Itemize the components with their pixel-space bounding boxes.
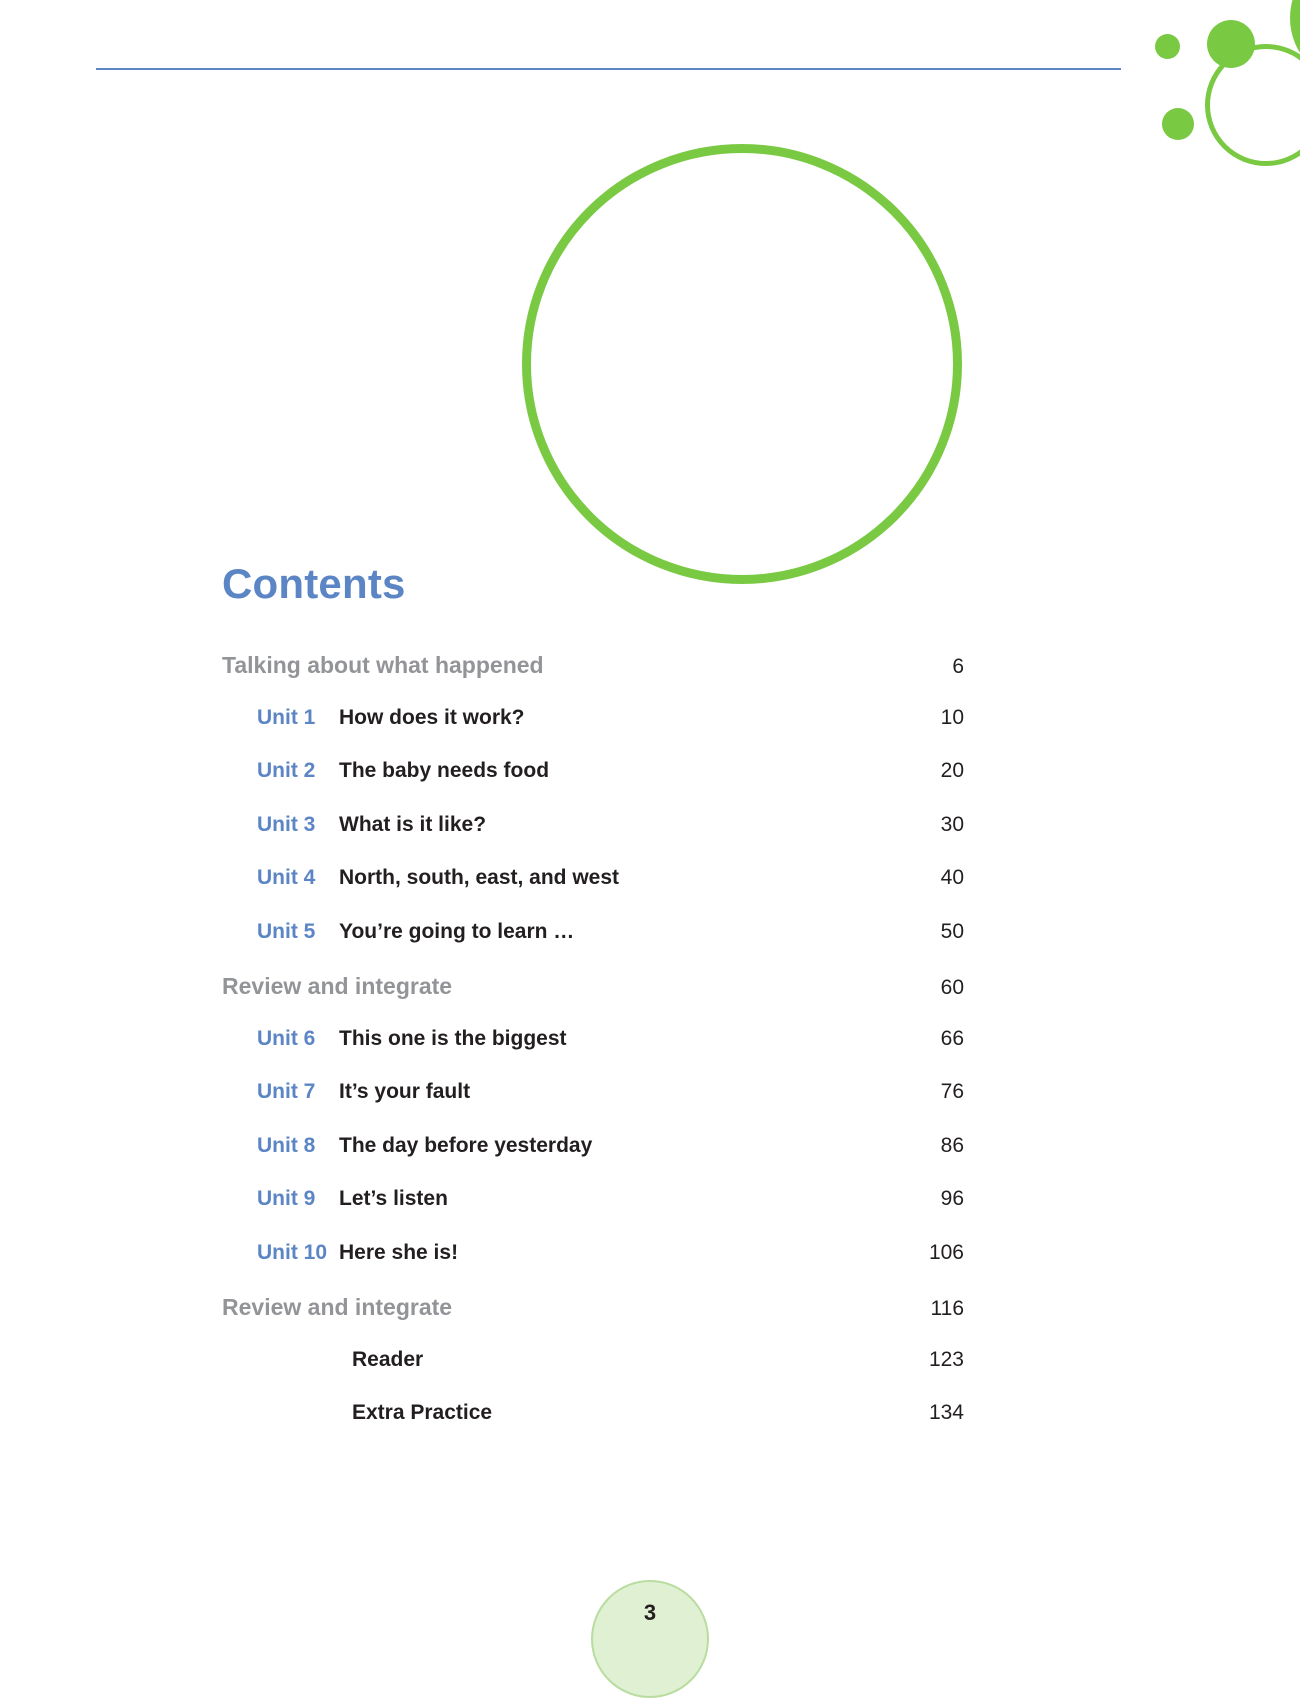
toc-section-row <box>222 652 964 706</box>
toc-unit-row[interactable] <box>222 813 964 867</box>
toc-unit-row[interactable] <box>222 1027 964 1081</box>
toc-unit-title: The baby needs food <box>339 759 550 782</box>
toc-unit-title: Here she is! <box>339 1240 459 1264</box>
toc-unit-title: It’s your fault <box>339 1080 471 1103</box>
toc-unit-number: Unit 1 <box>257 705 316 729</box>
toc-unit-row[interactable] <box>222 1241 964 1295</box>
toc-unit-number: Unit 3 <box>257 812 316 836</box>
toc-page-number: 6 <box>952 655 964 678</box>
toc-page-number: 86 <box>940 1133 964 1157</box>
toc-unit-title: You’re going to learn … <box>339 919 575 943</box>
toc-unit-row[interactable] <box>222 706 964 760</box>
decorative-bubbles <box>970 0 1300 180</box>
page-number: 3 <box>643 1600 657 1625</box>
bubble-icon <box>1162 108 1194 140</box>
toc-page-number: 50 <box>940 919 964 943</box>
toc-unit-title: The day before yesterday <box>339 1133 593 1157</box>
table-of-contents <box>222 652 964 1455</box>
toc-unit-title: Let’s listen <box>339 1187 448 1210</box>
toc-section-row <box>222 1294 964 1348</box>
toc-page-number: 20 <box>940 759 964 782</box>
toc-unit-row[interactable] <box>222 920 964 974</box>
page-title: Contents <box>222 560 406 607</box>
character-portrait <box>522 144 962 584</box>
toc-unit-number: Unit 4 <box>257 866 316 889</box>
toc-entry-label: Extra Practice <box>352 1401 493 1424</box>
toc-page-number: 30 <box>940 812 964 836</box>
toc-unit-row[interactable] <box>222 1187 964 1241</box>
bubble-icon <box>1155 34 1180 59</box>
toc-page-number: 106 <box>928 1240 964 1264</box>
toc-unit-number: Unit 5 <box>257 919 316 943</box>
toc-unit-number: Unit 7 <box>257 1080 316 1103</box>
toc-section-label: Review and integrate <box>222 1294 453 1320</box>
toc-page-number: 123 <box>928 1347 964 1371</box>
toc-page-number: 60 <box>940 976 964 999</box>
toc-unit-title: How does it work? <box>339 705 525 729</box>
toc-entry-row[interactable] <box>222 1348 964 1402</box>
toc-unit-number: Unit 2 <box>257 759 316 782</box>
toc-page-number: 10 <box>940 705 964 729</box>
toc-unit-row[interactable] <box>222 866 964 920</box>
toc-page-number: 96 <box>940 1187 964 1210</box>
toc-entry-label: Reader <box>352 1347 424 1371</box>
toc-unit-row[interactable] <box>222 759 964 813</box>
toc-section-row <box>222 973 964 1027</box>
toc-unit-title: What is it like? <box>339 812 487 836</box>
toc-unit-number: Unit 6 <box>257 1026 316 1050</box>
toc-page-number: 66 <box>940 1026 964 1050</box>
toc-unit-number: Unit 10 <box>257 1240 328 1264</box>
toc-unit-title: North, south, east, and west <box>339 866 620 889</box>
toc-page-number: 40 <box>940 866 964 889</box>
portrait-ring <box>522 144 962 584</box>
toc-section-label: Review and integrate <box>222 973 453 999</box>
toc-unit-row[interactable] <box>222 1134 964 1188</box>
toc-unit-row[interactable] <box>222 1080 964 1134</box>
toc-section-label: Talking about what happened <box>222 652 544 678</box>
toc-unit-title: This one is the biggest <box>339 1026 567 1050</box>
page-number-badge <box>591 1580 709 1698</box>
toc-page-number: 134 <box>928 1401 964 1424</box>
toc-page-number: 76 <box>940 1080 964 1103</box>
header-divider <box>96 68 1121 70</box>
toc-entry-row[interactable] <box>222 1401 964 1455</box>
toc-unit-number: Unit 8 <box>257 1133 316 1157</box>
toc-page-number: 116 <box>930 1297 964 1320</box>
toc-unit-number: Unit 9 <box>257 1187 316 1210</box>
